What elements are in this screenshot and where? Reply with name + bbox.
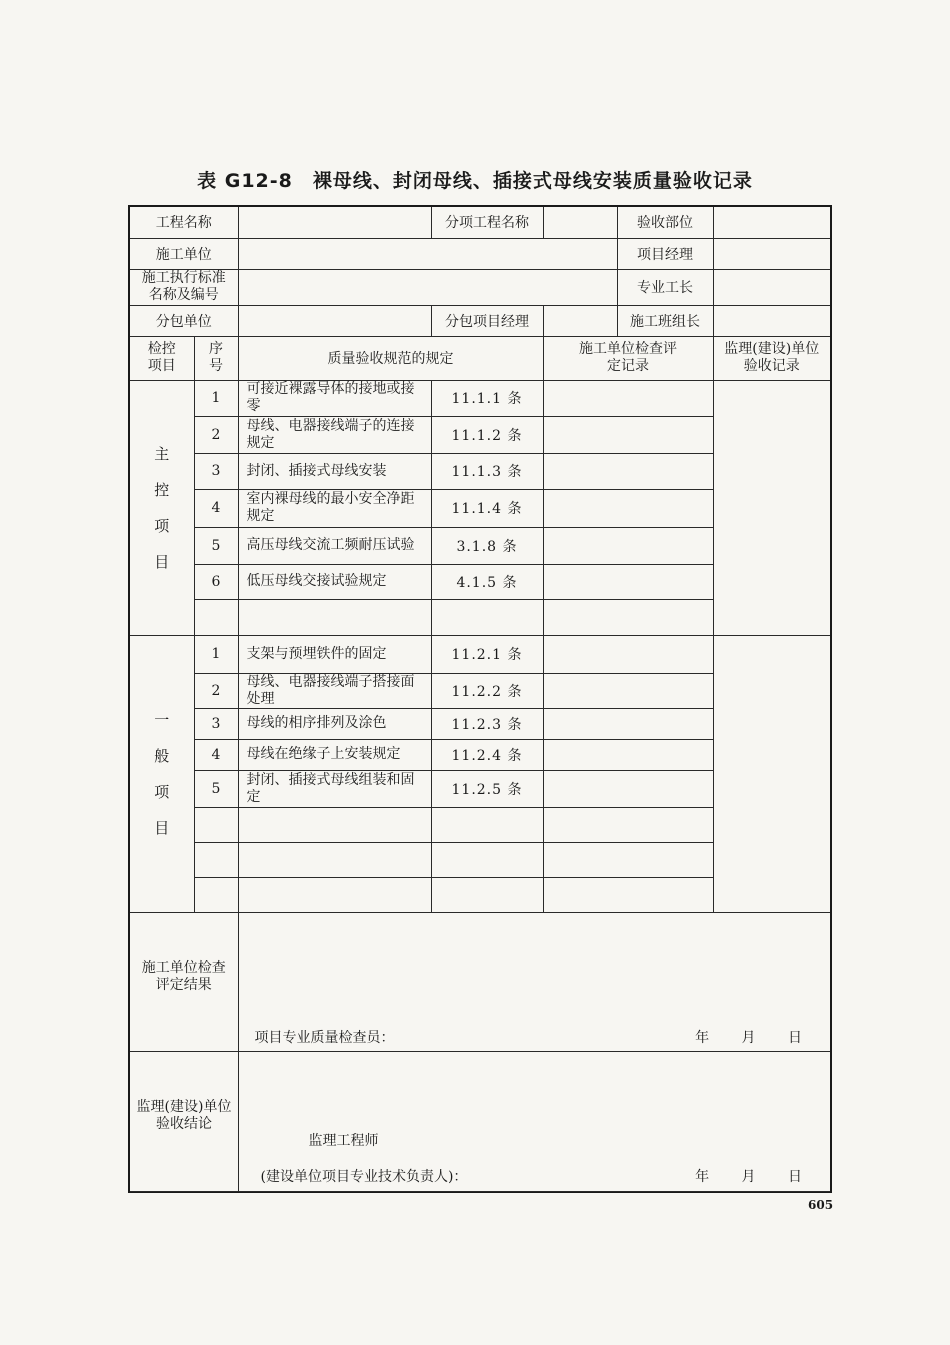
- sub-project-name-label: 分项工程名称: [431, 207, 543, 238]
- section-label-char: 项: [154, 782, 170, 801]
- item-type-header-text: 检控项目: [147, 341, 176, 374]
- general-supervisor-record-field[interactable]: [713, 635, 830, 912]
- contractor-check-header-text: 施工单位检查评定记录: [579, 341, 677, 374]
- sub-project-manager-field[interactable]: [543, 305, 617, 336]
- contractor-check-field[interactable]: [543, 842, 713, 877]
- acceptance-record-form: [128, 205, 832, 1193]
- header-row-1: [130, 207, 830, 238]
- header-row-3: [130, 269, 830, 305]
- general-item-row: [130, 635, 830, 673]
- contractor-check-field[interactable]: [543, 527, 713, 564]
- section-label-char: 目: [154, 818, 170, 837]
- main-items-label: [130, 380, 194, 635]
- seq-header-text: 序号: [209, 341, 223, 374]
- item-clause: 11.1.4 条: [431, 489, 543, 527]
- item-clause: [431, 842, 543, 877]
- section-label-char: 项: [154, 516, 170, 535]
- page-number: 605: [808, 1198, 834, 1212]
- item-description: 高压母线交流工频耐压试验: [238, 527, 431, 564]
- item-seq: 4: [194, 489, 238, 527]
- header-row-4: [130, 305, 830, 336]
- contractor-check-field[interactable]: [543, 564, 713, 599]
- item-seq: 4: [194, 739, 238, 770]
- item-seq: 6: [194, 564, 238, 599]
- acceptance-part-label: 验收部位: [617, 207, 713, 238]
- spec-header: 质量验收规范的规定: [238, 336, 543, 380]
- header-row-2: [130, 238, 830, 269]
- column-header-row: [130, 336, 830, 380]
- seq-header: [194, 336, 238, 380]
- contractor-date: 年 月 日: [695, 1029, 816, 1046]
- contractor-check-field[interactable]: [543, 416, 713, 453]
- contractor-check-header: [543, 336, 713, 380]
- item-description: [238, 842, 431, 877]
- section-label-char: 控: [154, 480, 170, 499]
- item-description: [238, 877, 431, 912]
- item-clause: [431, 877, 543, 912]
- contractor-check-field[interactable]: [543, 599, 713, 635]
- supervisor-result-field[interactable]: [238, 1051, 830, 1191]
- contractor-result-field[interactable]: [238, 912, 830, 1051]
- owner-representative-label: (建设单位项目专业技术负责人)：: [260, 1168, 468, 1185]
- item-seq: 5: [194, 527, 238, 564]
- item-seq: [194, 807, 238, 842]
- section-label-char: 一: [154, 710, 170, 729]
- construction-unit-field[interactable]: [238, 238, 617, 269]
- contractor-check-field[interactable]: [543, 708, 713, 739]
- item-clause: 11.1.1 条: [431, 380, 543, 416]
- section-label-char: 目: [154, 552, 170, 571]
- main-item-row: [130, 380, 830, 416]
- project-name-label: 工程名称: [130, 207, 238, 238]
- item-description: 封闭、插接式母线安装: [238, 453, 431, 489]
- supervisor-result-row: [130, 1051, 830, 1191]
- item-description: 室内裸母线的最小安全净距规定: [238, 489, 431, 527]
- contractor-check-field[interactable]: [543, 739, 713, 770]
- supervisor-result-label: [130, 1051, 238, 1191]
- item-clause: 11.1.3 条: [431, 453, 543, 489]
- item-description: 母线在绝缘子上安装规定: [238, 739, 431, 770]
- contractor-check-field[interactable]: [543, 635, 713, 673]
- standard-label-text: 施工执行标准名称及编号: [141, 270, 226, 303]
- item-description: [238, 807, 431, 842]
- item-description: 低压母线交接试验规定: [238, 564, 431, 599]
- subcontractor-label: 分包单位: [130, 305, 238, 336]
- sub-project-manager-label: 分包项目经理: [431, 305, 543, 336]
- item-seq: 2: [194, 673, 238, 708]
- item-description: 母线、电器接线端子搭接面处理: [238, 673, 431, 708]
- foreman-label: 专业工长: [617, 269, 713, 305]
- item-seq: [194, 599, 238, 635]
- section-label-char: 主: [154, 444, 170, 463]
- contractor-check-field[interactable]: [543, 489, 713, 527]
- section-label-char: 般: [154, 746, 170, 765]
- supervisor-record-header: [713, 336, 830, 380]
- contractor-check-field[interactable]: [543, 807, 713, 842]
- project-name-field[interactable]: [238, 207, 431, 238]
- foreman-field[interactable]: [713, 269, 830, 305]
- supervisor-record-header-text: 监理(建设)单位验收记录: [724, 341, 820, 374]
- item-description: 母线、电器接线端子的连接规定: [238, 416, 431, 453]
- contractor-result-row: [130, 912, 830, 1051]
- project-manager-field[interactable]: [713, 238, 830, 269]
- quality-inspector-label: 项目专业质量检查员：: [254, 1029, 395, 1046]
- item-clause: 11.2.2 条: [431, 673, 543, 708]
- form-table: [130, 207, 830, 1192]
- item-clause: 11.2.3 条: [431, 708, 543, 739]
- item-seq: 1: [194, 380, 238, 416]
- contractor-check-field[interactable]: [543, 877, 713, 912]
- item-description: [238, 599, 431, 635]
- contractor-check-field[interactable]: [543, 453, 713, 489]
- item-clause: 11.2.4 条: [431, 739, 543, 770]
- item-clause: [431, 807, 543, 842]
- item-description: 可接近裸露导体的接地或接零: [238, 380, 431, 416]
- contractor-check-field[interactable]: [543, 673, 713, 708]
- item-seq: 3: [194, 453, 238, 489]
- supervisor-result-label-text: 监理(建设)单位验收结论: [136, 1099, 232, 1132]
- item-seq: [194, 877, 238, 912]
- construction-unit-label: 施工单位: [130, 238, 238, 269]
- contractor-check-field[interactable]: [543, 380, 713, 416]
- item-clause: 3.1.8 条: [431, 527, 543, 564]
- document-title: 表 G12-8 裸母线、封闭母线、插接式母线安装质量验收记录: [197, 170, 753, 192]
- project-manager-label: 项目经理: [617, 238, 713, 269]
- item-description: 支架与预埋铁件的固定: [238, 635, 431, 673]
- team-leader-field[interactable]: [713, 305, 830, 336]
- supervising-engineer-label: 监理工程师: [308, 1132, 379, 1149]
- subcontractor-field[interactable]: [238, 305, 431, 336]
- item-seq: 2: [194, 416, 238, 453]
- acceptance-part-field[interactable]: [713, 207, 830, 238]
- item-clause: 4.1.5 条: [431, 564, 543, 599]
- standard-label: [130, 269, 238, 305]
- item-clause: [431, 599, 543, 635]
- contractor-result-label-text: 施工单位检查评定结果: [141, 959, 226, 993]
- item-description: 封闭、插接式母线组装和固定: [238, 770, 431, 807]
- item-clause: 11.2.1 条: [431, 635, 543, 673]
- item-seq: 3: [194, 708, 238, 739]
- item-clause: 11.2.5 条: [431, 770, 543, 807]
- item-seq: 1: [194, 635, 238, 673]
- item-description: 母线的相序排列及涂色: [238, 708, 431, 739]
- main-supervisor-record-field[interactable]: [713, 380, 830, 635]
- item-clause: 11.1.2 条: [431, 416, 543, 453]
- contractor-result-label: [130, 912, 238, 1051]
- contractor-check-field[interactable]: [543, 770, 713, 807]
- item-seq: [194, 842, 238, 877]
- item-seq: 5: [194, 770, 238, 807]
- sub-project-name-field[interactable]: [543, 207, 617, 238]
- item-type-header: [130, 336, 194, 380]
- team-leader-label: 施工班组长: [617, 305, 713, 336]
- general-items-label: [130, 635, 194, 912]
- supervisor-date: 年 月 日: [695, 1168, 816, 1185]
- standard-field[interactable]: [238, 269, 617, 305]
